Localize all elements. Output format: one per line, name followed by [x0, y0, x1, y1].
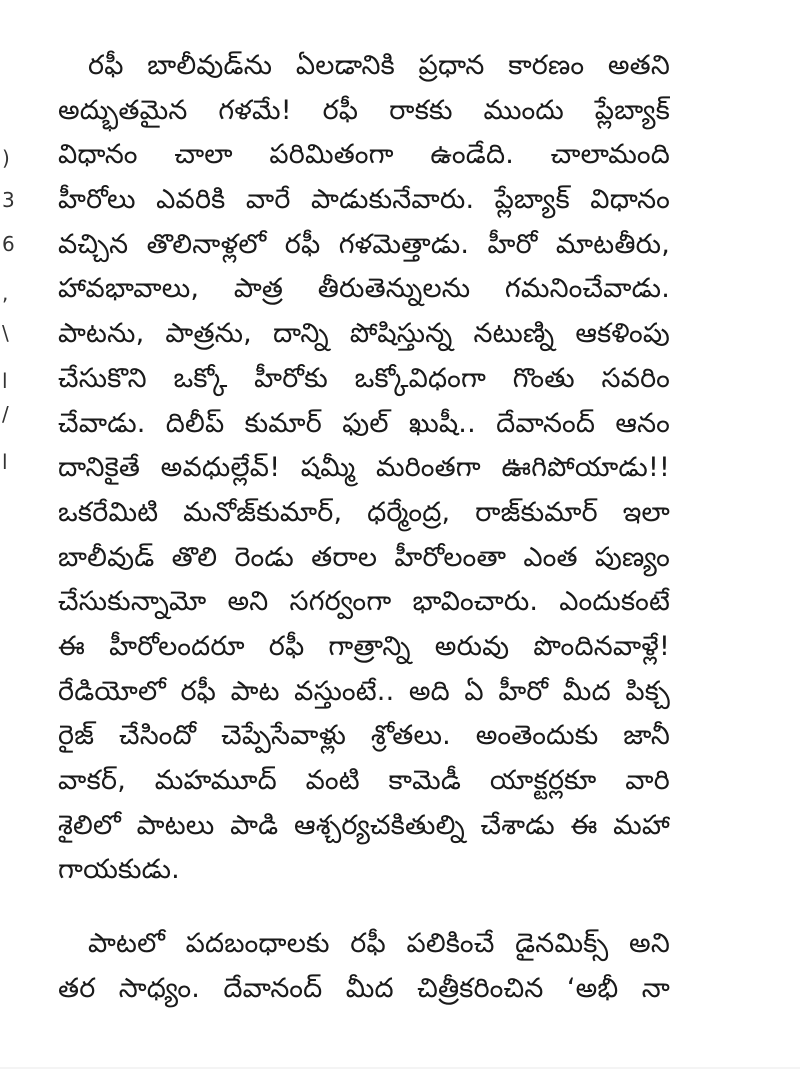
text-line: పాటలో పదబంధాలకు రఫీ పలికించే డైనమిక్స్ అని — [88, 928, 670, 959]
bleed-mark: l — [2, 450, 8, 474]
text-line: దానికైతే అవధుల్లేవ్! షమ్మీ మరింతగా ఊగిపోయాడు!! — [58, 452, 670, 484]
bleed-mark: \ — [2, 321, 9, 345]
text-line: గాయకుడు. — [58, 854, 180, 886]
text-line: రైజ్ చేసిందో చెప్పేసేవాళ్లు శ్రోతలు. అంతెందుకు జానీ — [58, 720, 670, 752]
text-line: హీరోలు ఎవరికి వారే పాడుకునేవారు. ప్లేబ్యాక్ విధానం — [58, 184, 670, 216]
text-line: వాకర్, మహమూద్ వంటి కామెడీ యాక్టర్లకూ వారి — [58, 765, 670, 796]
paragraph-2 — [58, 922, 670, 1011]
text-line: చేసుకొని ఒక్కో హీరోకు ఒక్కోవిధంగా గొంతు సవరిం — [58, 362, 670, 394]
text-line: అద్భుతమైన గళమే! రఫీ రాకకు ముందు ప్లేబ్యాక్ — [58, 94, 670, 126]
bleed-mark: 6 — [2, 232, 15, 256]
text-line: ఒకరేమిటి మనోజ్‌కుమార్, ధర్మేంద్ర, రాజ్‌కుమార్ ఇలా — [58, 496, 670, 528]
bleed-mark: , — [2, 281, 9, 305]
text-line: ఈ హీరోలందరూ రఫీ గాత్రాన్ని అరువు పొందినవాళ్లే! — [58, 630, 670, 662]
bleed-mark: ) — [2, 146, 10, 170]
text-line: రేడియోలో రఫీ పాట వస్తుంటే.. అది ఏ హీరో మీద పిక్చ — [58, 675, 670, 707]
text-line: తర సాధ్యం. దేవానంద్ మీద చిత్రీకరించిన ‘అభీ నా — [58, 972, 670, 1004]
bleed-mark: 3 — [2, 188, 15, 212]
text-line: చేవాడు. దిలీప్ కుమార్ ఫుల్ ఖుషీ.. దేవానంద్ ఆనం — [58, 407, 670, 439]
text-line: బాలీవుడ్ తొలి రెండు తరాల హీరోలంతా ఎంత పుణ్యం — [58, 541, 670, 573]
text-line: రఫీ బాలీవుడ్‌ను ఏలడానికి ప్రధాన కారణం అతని — [88, 50, 670, 81]
text-line: వచ్చిన తొలినాళ్లలో రఫీ గళమెత్తాడు. హీరో మాటతీరు, — [58, 228, 670, 260]
text-line: విధానం చాలా పరిమితంగా ఉండేది. చాలామంది — [58, 139, 670, 171]
text-line: హావభావాలు, పాత్ర తీరుతెన్నులను గమనించేవాడు. — [58, 273, 670, 305]
bleed-mark: / — [2, 402, 9, 426]
text-line: పాటను, పాత్రను, దాన్ని పోషిస్తున్న నటుణ్ని ఆకళింపు — [58, 318, 670, 350]
text-line: చేసుకున్నామో అని సగర్వంగా భావించారు. ఎందుకంటే — [58, 586, 670, 618]
bleed-mark: l — [2, 369, 8, 393]
text-line: శైలిలో పాటలు పాడి ఆశ్చర్యచకితుల్ని చేశాడు ఈ మహా — [58, 809, 670, 841]
left-margin-bleed — [0, 0, 22, 1069]
paragraph-1 — [58, 44, 670, 893]
